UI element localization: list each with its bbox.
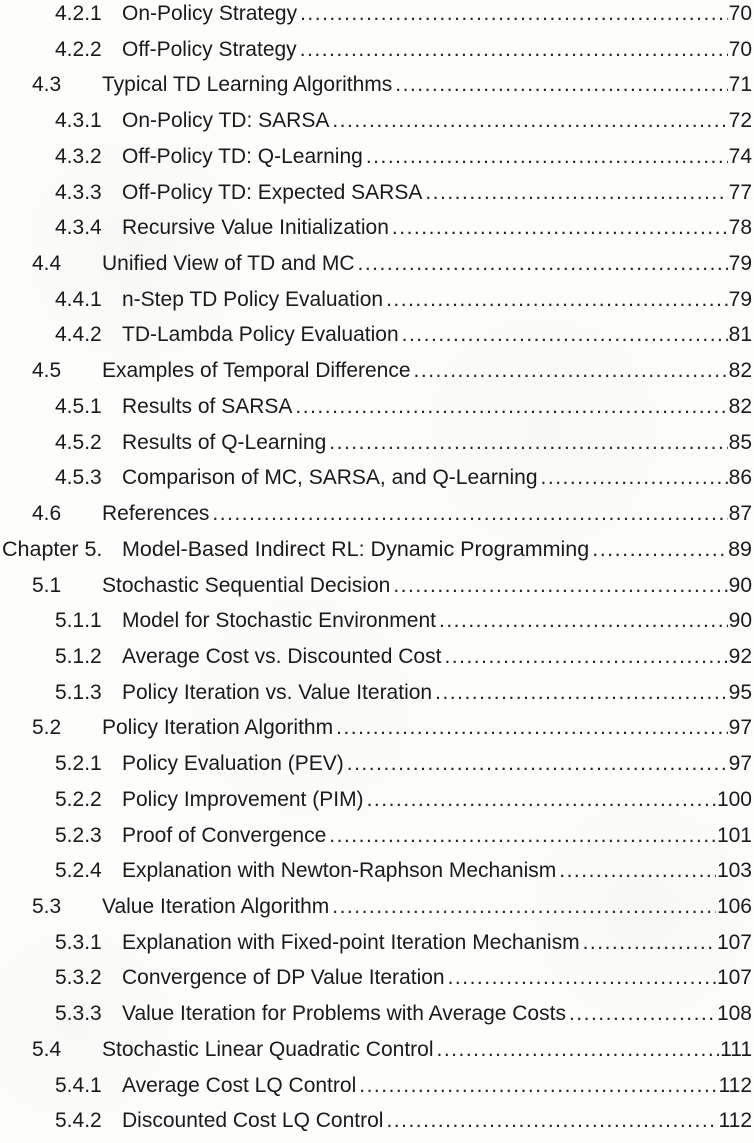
toc-entry-title: Results of SARSA bbox=[122, 394, 293, 418]
toc-entry-number: 4.3.3 bbox=[55, 180, 102, 204]
toc-entry-title: Policy Iteration vs. Value Iteration bbox=[122, 680, 433, 704]
toc-entry-page: 100 bbox=[716, 787, 752, 811]
toc-entry[interactable] bbox=[0, 139, 754, 175]
toc-leader-dots bbox=[212, 496, 727, 532]
toc-entry[interactable] bbox=[0, 782, 754, 818]
toc-entry[interactable] bbox=[0, 1068, 754, 1104]
toc-leader-dots bbox=[402, 317, 728, 353]
toc-leader-dots bbox=[300, 32, 728, 68]
toc-entry-page: 112 bbox=[718, 1109, 752, 1133]
toc-entry[interactable] bbox=[0, 0, 754, 32]
toc-entry[interactable] bbox=[0, 853, 754, 889]
toc-entry-page: 77 bbox=[728, 180, 752, 204]
toc-leader-dots bbox=[569, 996, 716, 1032]
toc-entry-page: 108 bbox=[716, 1002, 752, 1026]
toc-entry-page: 90 bbox=[728, 609, 752, 633]
toc-entry-number: 5.4 bbox=[32, 1037, 62, 1061]
toc-entry-number: 4.4.2 bbox=[55, 323, 102, 347]
toc-leader-dots bbox=[439, 603, 728, 639]
toc-entry[interactable] bbox=[0, 32, 754, 68]
toc-leader-dots bbox=[358, 246, 728, 282]
toc-entry[interactable] bbox=[0, 532, 754, 568]
toc-entry-number: 5.4.1 bbox=[55, 1073, 102, 1097]
toc-entry-title: Policy Improvement (PIM) bbox=[122, 787, 364, 811]
toc-entry-page: 87 bbox=[728, 502, 752, 526]
toc-entry-title: Model for Stochastic Environment bbox=[122, 609, 436, 633]
toc-entry-page: 79 bbox=[728, 287, 752, 311]
toc-leader-dots bbox=[392, 210, 728, 246]
toc-entry-title: Average Cost LQ Control bbox=[122, 1073, 357, 1097]
toc-entry-title: Comparison of MC, SARSA, and Q-Learning bbox=[122, 466, 538, 490]
toc-leader-dots bbox=[559, 853, 716, 889]
toc-entry-title: TD-Lambda Policy Evaluation bbox=[122, 323, 399, 347]
toc-entry[interactable] bbox=[0, 496, 754, 532]
toc-entry-number: 4.3.1 bbox=[55, 109, 102, 133]
toc-entry-number: 4.4 bbox=[32, 252, 62, 276]
toc-entry-number: 4.6 bbox=[32, 502, 62, 526]
toc-leader-dots bbox=[425, 175, 727, 211]
toc-leader-dots bbox=[435, 675, 728, 711]
toc-entry-title: Convergence of DP Value Iteration bbox=[122, 966, 445, 990]
toc-leader-dots bbox=[386, 282, 728, 318]
toc-leader-dots bbox=[437, 1032, 720, 1068]
toc-entry[interactable] bbox=[0, 639, 754, 675]
toc-entry-title: Value Iteration for Problems with Average Costs bbox=[122, 1002, 566, 1026]
toc-entry-page: 81 bbox=[728, 323, 752, 347]
toc-entry-title: Examples of Temporal Difference bbox=[102, 359, 411, 383]
toc-entry[interactable] bbox=[0, 67, 754, 103]
toc-entry[interactable] bbox=[0, 746, 754, 782]
toc-entry-number: 5.3.2 bbox=[55, 966, 102, 990]
toc-entry-number: 5.2.1 bbox=[55, 752, 102, 776]
toc-entry-title: Model-Based Indirect RL: Dynamic Programming bbox=[122, 536, 590, 561]
toc-entry-number: 5.2.4 bbox=[55, 859, 102, 883]
toc-entry[interactable] bbox=[0, 889, 754, 925]
toc-entry-page: 111 bbox=[720, 1037, 752, 1061]
toc-entry-page: 103 bbox=[716, 859, 752, 883]
toc-leader-dots bbox=[359, 1068, 717, 1104]
toc-entry-number: 5.1.3 bbox=[55, 680, 102, 704]
toc-leader-dots bbox=[541, 460, 728, 496]
toc-entry-page: 89 bbox=[728, 536, 752, 561]
toc-entry[interactable] bbox=[0, 1032, 754, 1068]
toc-leader-dots bbox=[393, 568, 727, 604]
toc-entry-page: 106 bbox=[716, 894, 752, 918]
toc-entry-page: 86 bbox=[728, 466, 752, 490]
toc-leader-dots bbox=[444, 639, 727, 675]
toc-entry[interactable] bbox=[0, 996, 754, 1032]
toc-entry-page: 90 bbox=[728, 573, 752, 597]
toc-entry[interactable] bbox=[0, 1103, 754, 1139]
toc-entry-number: 5.4.2 bbox=[55, 1109, 102, 1133]
toc-entry-page: 112 bbox=[718, 1073, 752, 1097]
toc-entry-title: Policy Evaluation (PEV) bbox=[122, 752, 344, 776]
toc-entry-title: Explanation with Newton-Raphson Mechanism bbox=[122, 859, 557, 883]
toc-entry[interactable] bbox=[0, 603, 754, 639]
toc-entry-page: 72 bbox=[728, 109, 752, 133]
toc-entry-number: 5.1.1 bbox=[55, 609, 102, 633]
toc-entry-title: On-Policy Strategy bbox=[122, 2, 298, 25]
toc-entry-page: 78 bbox=[728, 216, 752, 240]
toc-entry-number: 5.3.1 bbox=[55, 930, 102, 954]
toc-entry-number: 4.3 bbox=[32, 73, 62, 97]
toc-entry[interactable] bbox=[0, 282, 754, 318]
toc-entry-title: n-Step TD Policy Evaluation bbox=[122, 287, 384, 311]
toc-entry-title: Stochastic Linear Quadratic Control bbox=[102, 1037, 434, 1061]
toc-leader-dots bbox=[329, 818, 716, 854]
toc-entry[interactable] bbox=[0, 317, 754, 353]
toc-entry-number: 5.2.2 bbox=[55, 787, 102, 811]
toc-entry-page: 70 bbox=[728, 2, 752, 25]
toc-entry-page: 71 bbox=[728, 73, 752, 97]
toc-entry-page: 97 bbox=[728, 716, 752, 740]
toc-entry-page: 107 bbox=[716, 966, 752, 990]
toc-entry-page: 97 bbox=[728, 752, 752, 776]
toc-entry-number: 5.1 bbox=[32, 573, 62, 597]
toc-entry-page: 95 bbox=[728, 680, 752, 704]
toc-entry-number: 4.5.2 bbox=[55, 430, 102, 454]
toc-leader-dots bbox=[295, 389, 727, 425]
toc-leader-dots bbox=[336, 710, 728, 746]
toc-entry-number: 4.2.1 bbox=[55, 2, 102, 25]
toc-entry-number: 5.3 bbox=[32, 894, 62, 918]
toc-entry-title: Policy Iteration Algorithm bbox=[102, 716, 334, 740]
toc-entry-title: Off-Policy TD: Q-Learning bbox=[122, 144, 363, 168]
toc-entry-number: 4.3.2 bbox=[55, 144, 102, 168]
toc-leader-dots bbox=[366, 139, 728, 175]
toc-entry[interactable] bbox=[0, 103, 754, 139]
toc-entry-number: 4.5 bbox=[32, 359, 62, 383]
toc-entry-title: Proof of Convergence bbox=[122, 823, 327, 847]
toc-entry-number: 4.5.3 bbox=[55, 466, 102, 490]
toc-leader-dots bbox=[367, 782, 716, 818]
toc-entry-number: 4.3.4 bbox=[55, 216, 102, 240]
toc-entry-number: Chapter 5. bbox=[2, 536, 103, 561]
toc-entry-title: Off-Policy TD: Expected SARSA bbox=[122, 180, 423, 204]
toc-entry-title: On-Policy TD: SARSA bbox=[122, 109, 330, 133]
toc-entry-number: 4.4.1 bbox=[55, 287, 102, 311]
toc-leader-dots bbox=[332, 889, 716, 925]
toc-entry-title: Stochastic Sequential Decision bbox=[102, 573, 391, 597]
toc-entry-title: Value Iteration Algorithm bbox=[102, 894, 330, 918]
toc-entry[interactable] bbox=[0, 425, 754, 461]
toc-entry-page: 70 bbox=[728, 37, 752, 61]
toc-leader-dots bbox=[583, 925, 716, 961]
toc-entry[interactable] bbox=[0, 925, 754, 961]
toc-entry-page: 92 bbox=[728, 644, 752, 668]
toc-entry[interactable] bbox=[0, 675, 754, 711]
toc-entry[interactable] bbox=[0, 818, 754, 854]
toc-entry[interactable] bbox=[0, 960, 754, 996]
toc-entry-number: 5.1.2 bbox=[55, 644, 102, 668]
toc-entry[interactable] bbox=[0, 710, 754, 746]
toc-entry-page: 74 bbox=[728, 144, 752, 168]
toc-entry-title: Average Cost vs. Discounted Cost bbox=[122, 644, 442, 668]
toc-leader-dots bbox=[448, 960, 716, 996]
toc-entry-page: 101 bbox=[716, 823, 752, 847]
toc-entry-number: 5.2.3 bbox=[55, 823, 102, 847]
toc-entry-number: 4.2.2 bbox=[55, 37, 102, 61]
toc-leader-dots bbox=[395, 67, 727, 103]
toc-entry[interactable] bbox=[0, 568, 754, 604]
toc-entry-title: Explanation with Fixed-point Iteration Mechanism bbox=[122, 930, 580, 954]
toc-entry-number: 5.3.3 bbox=[55, 1002, 102, 1026]
toc-entry-title: Off-Policy Strategy bbox=[122, 37, 297, 61]
toc-entry-page: 85 bbox=[728, 430, 752, 454]
toc-leader-dots bbox=[414, 353, 728, 389]
toc-entry-title: Discounted Cost LQ Control bbox=[122, 1109, 384, 1133]
toc-entry[interactable] bbox=[0, 389, 754, 425]
toc-entry-title: Results of Q-Learning bbox=[122, 430, 327, 454]
toc-entry-number: 4.5.1 bbox=[55, 394, 102, 418]
toc-entry-title: Unified View of TD and MC bbox=[102, 252, 355, 276]
toc-entry-page: 79 bbox=[728, 252, 752, 276]
toc-entry-title: Typical TD Learning Algorithms bbox=[102, 73, 393, 97]
toc-entry-number: 5.2 bbox=[32, 716, 62, 740]
toc-leader-dots bbox=[386, 1103, 717, 1139]
toc-entry[interactable] bbox=[0, 460, 754, 496]
toc-entry-page: 82 bbox=[728, 359, 752, 383]
toc-leader-dots bbox=[300, 0, 728, 32]
toc-entry-title: Recursive Value Initialization bbox=[122, 216, 389, 240]
toc-entry-page: 82 bbox=[728, 394, 752, 418]
toc-entry-title: References bbox=[102, 502, 210, 526]
toc-leader-dots bbox=[332, 103, 727, 139]
toc-entry[interactable] bbox=[0, 353, 754, 389]
toc-leader-dots bbox=[347, 746, 728, 782]
toc-leader-dots bbox=[329, 425, 727, 461]
toc-entry[interactable] bbox=[0, 246, 754, 282]
toc-leader-dots bbox=[592, 532, 727, 568]
toc-entry[interactable] bbox=[0, 175, 754, 211]
toc-entry[interactable] bbox=[0, 210, 754, 246]
toc-entry-page: 107 bbox=[716, 930, 752, 954]
